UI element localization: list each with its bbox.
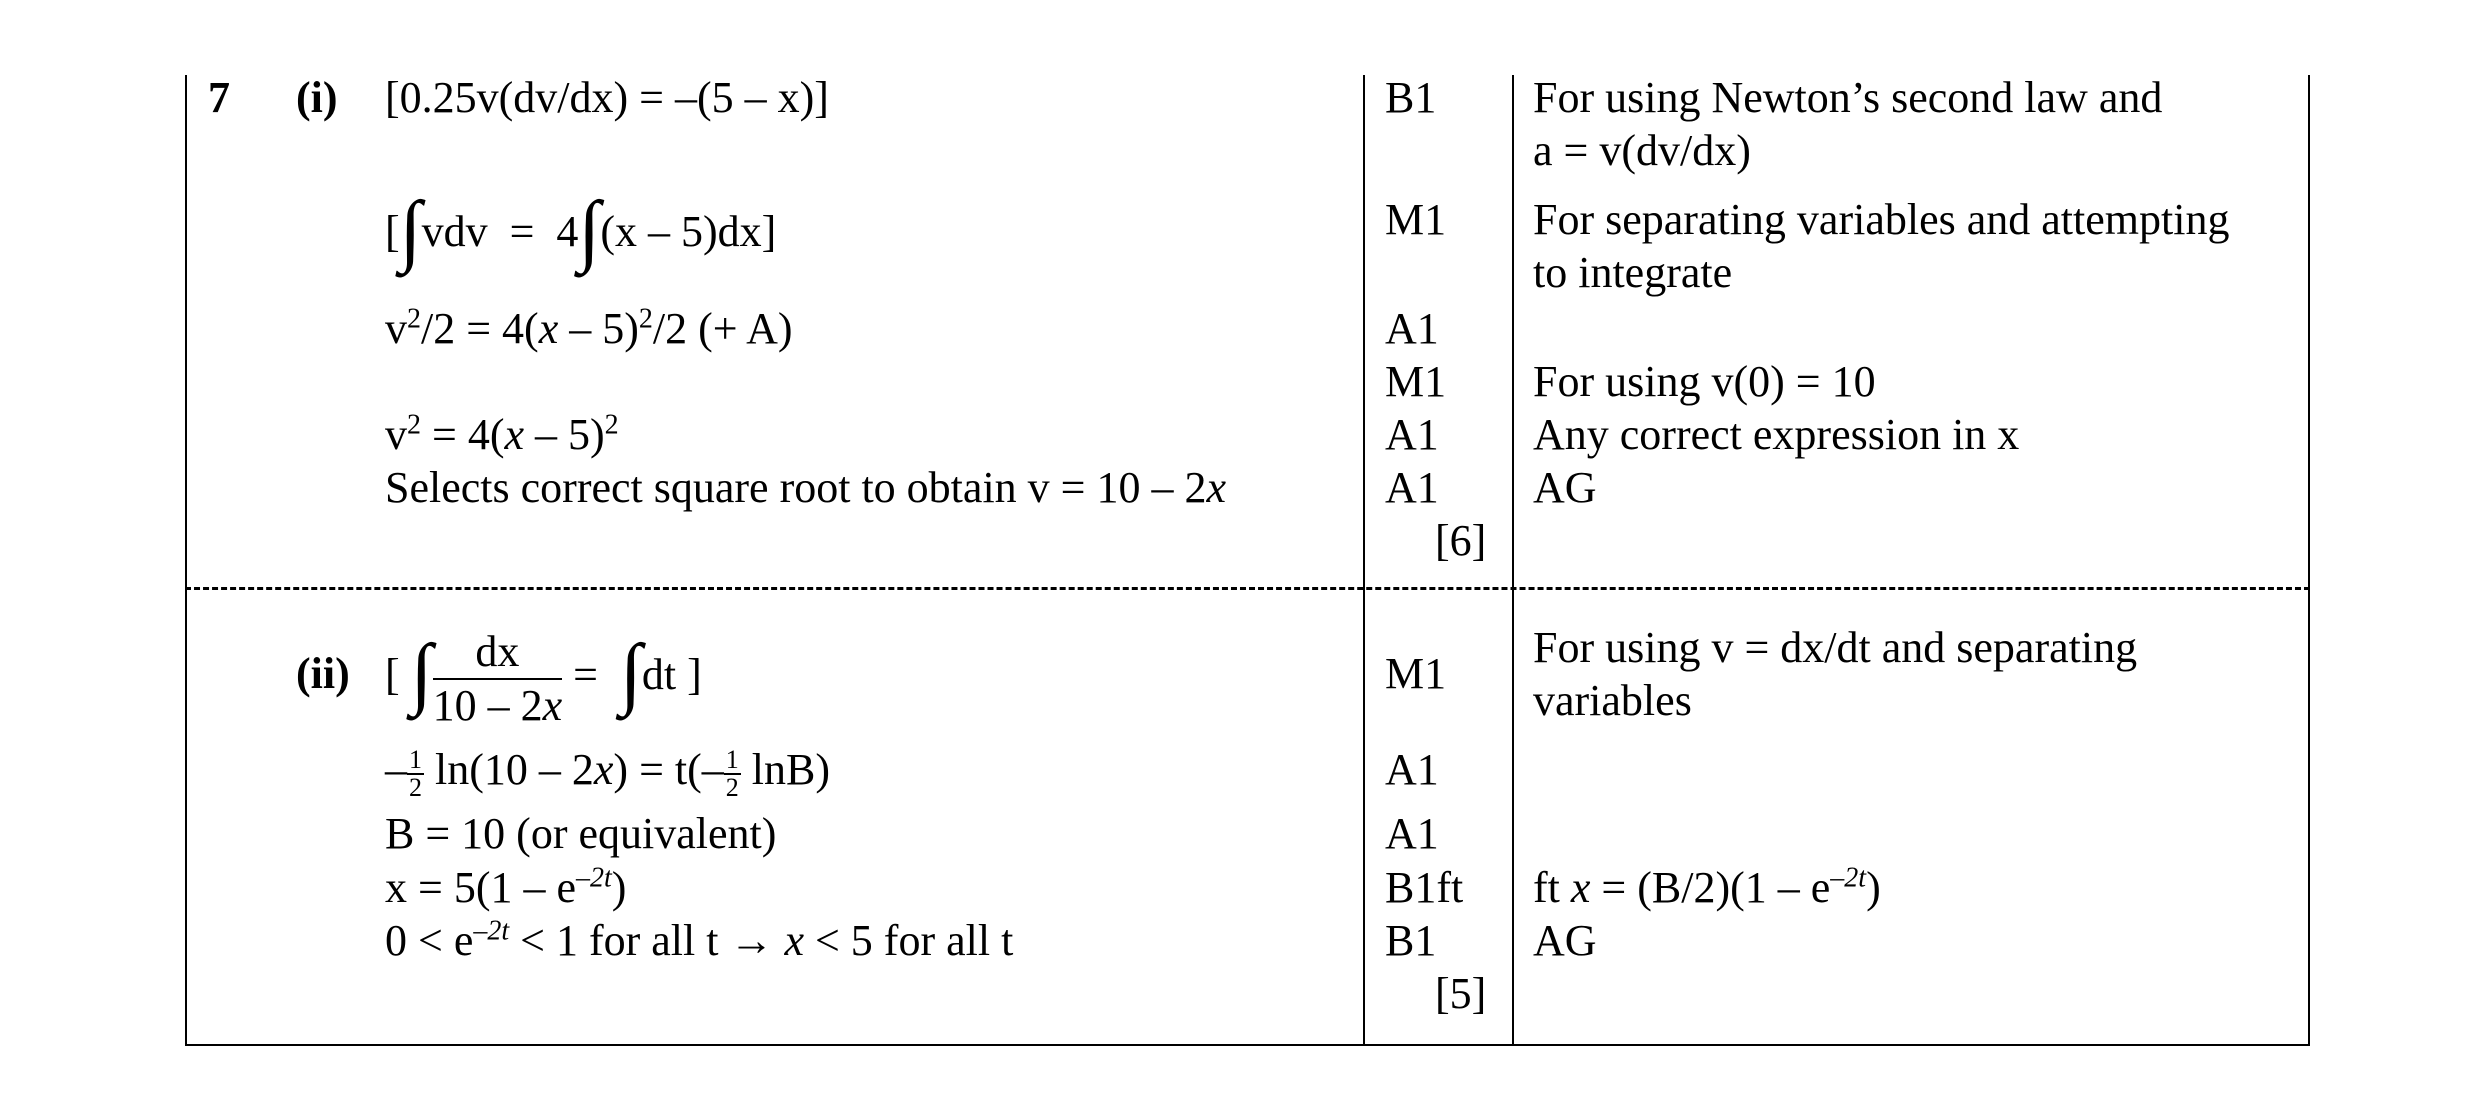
part-ii-line-1 [385,620,702,730]
part-i-mark-4: M1 [1385,357,1447,406]
part-i-line-5 [385,462,1226,514]
text-run: – 5) [558,304,639,353]
variable-x: x [538,304,559,353]
text-run: /2 = 4( [421,304,539,353]
variable-x: x [1206,463,1227,512]
integrand-left: vdv [421,207,488,256]
part-ii-mark-2: A1 [1385,745,1439,794]
text-run: < 5 for all t [803,916,1014,965]
part-ii-total: [5] [1435,969,1487,1018]
part-ii-line-5 [385,915,1013,967]
superscript: 2 [407,409,421,441]
superscript: –2t [473,915,510,947]
part-i-line-4 [385,409,619,461]
text-run: ) [1866,863,1881,912]
variable-x: x [784,916,804,965]
denominator [433,680,563,732]
equals: = [509,207,535,256]
integral-sign: ∫ [410,629,433,717]
table-right-border [2308,75,2310,1045]
superscript: 2 [407,303,421,335]
part-i-note-3: For using v(0) = 10 [1533,357,1876,406]
superscript: –2t [576,862,612,894]
numerator: dx [433,626,563,680]
integral-sign: ∫ [619,629,642,717]
text-run: = 4( [421,410,505,459]
part-ii-line-2 [385,744,830,801]
fraction [433,626,563,732]
part-ii-note-3: AG [1533,916,1597,965]
question-number: 7 [208,73,230,122]
notes-column-divider [1512,75,1514,1045]
part-ii-note-1a: For using v = dx/dt and separating [1533,623,2138,672]
superscript: 2 [638,303,653,335]
text-run: dt ] [641,650,702,699]
part-ii-line-3: B = 10 (or equivalent) [385,809,777,858]
part-ii-mark-5: B1 [1385,916,1437,965]
part-i-line-3 [385,303,793,355]
equals: = [573,650,598,699]
coefficient: 4 [556,207,579,256]
part-ii-line-4 [385,862,626,914]
part-separator-dashed [185,587,2310,590]
bracket-open: [ [385,207,400,256]
text-run: ) = t(– [613,745,724,794]
part-i-note-2a: For separating variables and attempting [1533,195,2230,244]
numerator: 1 [409,744,422,774]
superscript: 2 [604,409,619,441]
variable-x: x [1570,863,1591,912]
text-run: = (B/2)(1 – e [1590,863,1831,912]
variable-x: x [542,680,563,730]
part-i-mark-6: A1 [1385,463,1439,512]
denominator: 2 [409,772,422,802]
part-i-line-1-text: [0.25v(dv/dx) = –(5 – x)] [385,73,829,122]
half-fraction [724,744,741,802]
bracket-open: [ [385,650,400,699]
integrand-right: (x – 5)dx] [600,207,777,256]
text-run: ln(10 – 2 [424,745,594,794]
text-run: x = 5(1 – e [385,863,576,912]
part-ii-mark-3: A1 [1385,809,1439,858]
part-ii-mark-1: M1 [1385,649,1447,698]
text-run: lnB) [740,745,830,794]
marks-column-divider [1363,75,1365,1045]
part-i-mark-1: B1 [1385,73,1437,122]
part-i-note-1b: a = v(dv/dx) [1533,126,1751,175]
table-left-border [185,75,187,1045]
integral-sign: ∫ [399,186,422,274]
denominator: 2 [725,772,739,802]
table-bottom-border [185,1044,2310,1046]
text-run: 10 – 2 [432,680,543,730]
text-run: Selects correct square root to obtain v = 10 – 2 [385,463,1207,512]
part-i-mark-2: M1 [1385,195,1447,244]
part-i-note-4: Any correct expression in x [1533,410,2020,459]
part-ii-label: (ii) [296,649,350,698]
part-i-line-2 [385,186,777,274]
text-run: ft [1533,863,1571,912]
half-fraction [407,744,424,802]
text-run: v [385,410,407,459]
part-i-mark-3: A1 [1385,304,1439,353]
minus: – [385,745,407,794]
text-run: v [385,304,407,353]
part-i-label: (i) [296,73,338,122]
part-ii-mark-4: B1ft [1385,863,1464,912]
part-ii-note-2 [1533,862,1881,914]
text-run: 0 < e [385,916,474,965]
text-run: /2 (+ A) [652,304,793,353]
variable-x: x [593,745,614,794]
part-i-mark-5: A1 [1385,410,1439,459]
part-i-note-1a: For using Newton’s second law and [1533,73,2163,122]
superscript: –2t [1830,862,1867,894]
part-i-line-1 [385,72,829,124]
numerator: 1 [725,744,739,774]
text-run: ) [611,863,627,912]
integral-sign: ∫ [578,186,601,274]
text-run: – 5) [524,410,605,459]
part-ii-note-1b: variables [1533,676,1692,725]
part-i-note-2b: to integrate [1533,248,1733,297]
part-i-total: [6] [1435,516,1487,565]
text-run: < 1 for all t → [509,916,785,965]
part-i-note-5: AG [1533,463,1597,512]
variable-x: x [504,410,524,459]
